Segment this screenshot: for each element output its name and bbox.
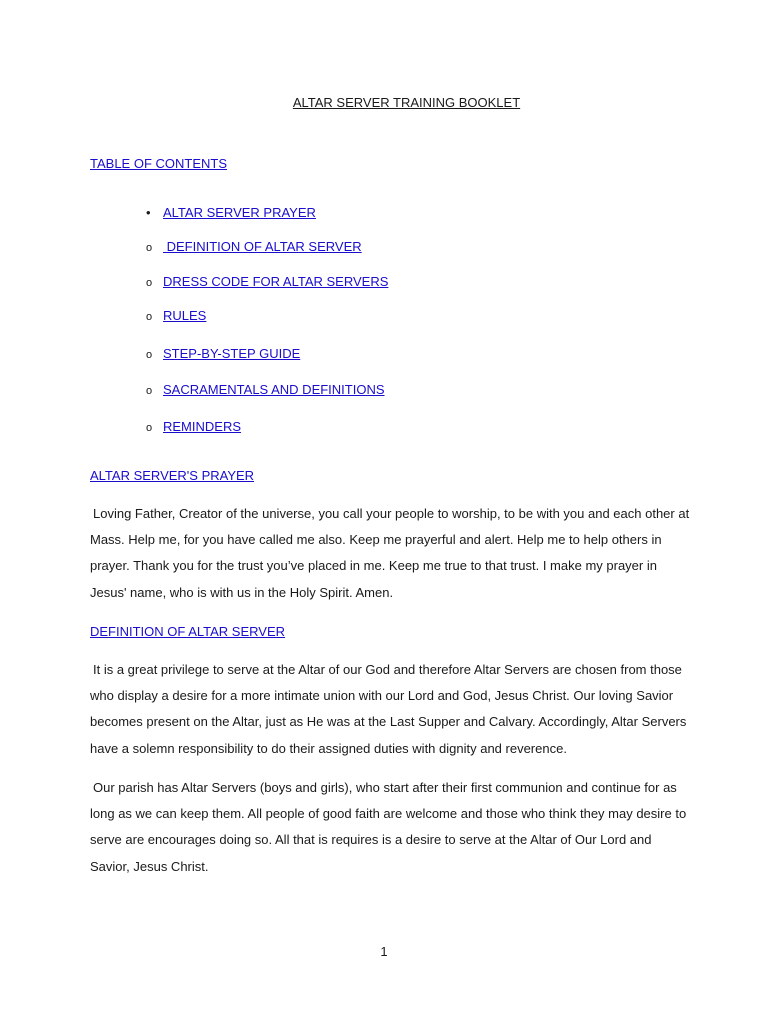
bullet-circle-icon: o: [146, 349, 153, 361]
toc-link-step-by-step[interactable]: STEP-BY-STEP GUIDE: [163, 346, 301, 361]
definition-paragraph-2: Our parish has Altar Servers (boys and girls), who start after their first communion and continue for as long as we can keep them. All people of good faith are welcome and those who think they may desire to serve are encourages doing so. All that is requires is a desire to serve at the Altar of Our Lord and Savior, Jesus Christ.: [90, 780, 687, 874]
bullet-circle-icon: o: [146, 277, 153, 289]
bullet-circle-icon: o: [146, 311, 153, 323]
toc-item: [146, 419, 241, 434]
prayer-heading[interactable]: ALTAR SERVER'S PRAYER: [90, 468, 255, 483]
toc-item: [146, 308, 206, 323]
toc-item: [146, 382, 385, 397]
document-title: ALTAR SERVER TRAINING BOOKLET: [292, 95, 521, 110]
toc-link-rules[interactable]: RULES: [163, 308, 207, 323]
bullet-circle-icon: o: [146, 242, 153, 254]
toc-item: [146, 239, 362, 254]
page-number: 1: [380, 944, 388, 959]
toc-link-sacramentals[interactable]: SACRAMENTALS AND DEFINITIONS: [163, 382, 385, 397]
toc-item: [146, 205, 316, 220]
toc-item: [146, 274, 388, 289]
toc-link-reminders[interactable]: REMINDERS: [163, 419, 242, 434]
toc-link-altar-server-prayer[interactable]: ALTAR SERVER PRAYER: [163, 205, 316, 220]
toc-link-definition[interactable]: DEFINITION OF ALTAR SERVER: [163, 239, 362, 254]
toc-heading[interactable]: TABLE OF CONTENTS: [90, 156, 227, 171]
definition-paragraph-1: It is a great privilege to serve at the Altar of our God and therefore Altar Servers are chosen from those who display a desire for a more intimate union with our Lord and God, Jesus Christ. Our loving Savior becomes present on the Altar, just as He was at the Last Supper and Calvary. Accordingly, Altar Servers have a solemn responsibility to do their assigned duties with dignity and reverence.: [90, 662, 687, 756]
prayer-text: Loving Father, Creator of the universe, you call your people to worship, to be with you and each other at Mass. Help me, for you have called me also. Keep me prayerful and alert. Help me to help others in prayer. Thank you for the trust you’ve placed in me. Keep me true to that trust. I make my prayer in Jesus' name, who is with us in the Holy Spirit. Amen.: [90, 506, 690, 600]
definition-heading[interactable]: DEFINITION OF ALTAR SERVER: [90, 624, 286, 639]
toc-link-dress-code[interactable]: DRESS CODE FOR ALTAR SERVERS: [163, 274, 389, 289]
bullet-circle-icon: o: [146, 422, 153, 434]
bullet-disc-icon: •: [146, 205, 151, 220]
bullet-circle-icon: o: [146, 385, 153, 397]
toc-item: [146, 346, 300, 361]
